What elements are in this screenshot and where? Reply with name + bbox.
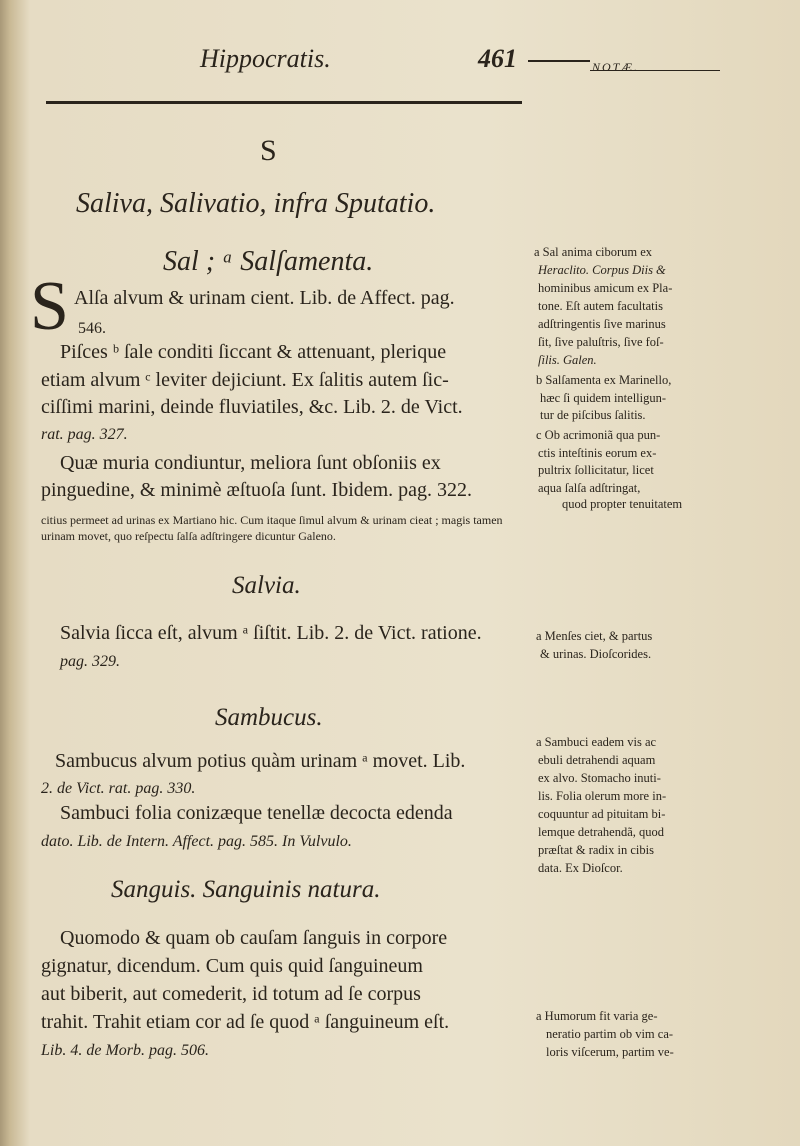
drop-cap: S: [30, 268, 69, 345]
sal-line-8: pinguedine, & minimè æſtuoſa ſunt. Ibidem. pag. 322.: [41, 479, 473, 501]
sal-line-6: rat. pag. 327.: [41, 426, 128, 443]
sanguis-line-5: Lib. 4. de Morb. pag. 506.: [41, 1042, 209, 1059]
sanguis-note-3: loris viſcerum, partim ve-: [546, 1045, 674, 1059]
sambucus-line-4: dato. Lib. de Intern. Affect. pag. 585. In Vulvulo.: [41, 833, 352, 850]
sal-line-2: 546.: [78, 320, 106, 337]
sambucus-note-2: ebuli detrahendi aquam: [538, 753, 656, 767]
sal-line-3: Piſces ᵇ ſale conditi ſiccant & attenuant, plerique: [60, 341, 447, 363]
sanguis-line-3: aut biberit, aut comederit, id totum ad ſe corpus: [41, 983, 421, 1005]
heading-sambucus: Sambucus.: [215, 704, 323, 731]
running-title: Hippocratis.: [200, 44, 331, 73]
sal-note-14: aqua ſalſa adſtringat,: [538, 481, 641, 495]
sal-note-11: c Ob acrimoniã qua pun-: [536, 428, 661, 442]
heading-sal: Sal ; ᵃ Salſamenta.: [163, 246, 374, 277]
salvia-line-1: Salvia ſicca eſt, alvum ᵃ ſiſtit. Lib. 2. de Vict. ratione.: [60, 622, 482, 644]
header-rule: [46, 101, 522, 104]
heading-saliva: Saliva, Salivatio, infra Sputatio.: [76, 188, 436, 219]
heading-sanguis: Sanguis. Sanguinis natura.: [111, 876, 381, 903]
sal-note-5: adſtringentis ſive marinus: [538, 317, 666, 331]
sambucus-line-1: Sambucus alvum potius quàm urinam ᵃ movet. Lib.: [55, 750, 466, 772]
sal-note-10: tur de piſcibus ſalitis.: [540, 408, 646, 422]
sal-line-1: Alſa alvum & urinam cient. Lib. de Affect. pag.: [74, 287, 455, 309]
sal-small-line-2: urinam movet, quo reſpectu ſalſa adſtringere dicuntur Galeno.: [41, 529, 336, 543]
salvia-line-2: pag. 329.: [60, 653, 120, 670]
sambucus-note-3: ex alvo. Stomacho inuti-: [538, 771, 661, 785]
sal-note-3: hominibus amicum ex Pla-: [538, 281, 673, 295]
sal-line-7: Quæ muria condiuntur, meliora ſunt obſoniis ex: [60, 452, 441, 474]
sambucus-note-8: data. Ex Dioſcor.: [538, 861, 623, 875]
header-rule-short: [528, 60, 590, 62]
sal-note-9: hæc ſi quidem intelligun-: [540, 391, 667, 405]
sanguis-line-4: trahit. Trahit etiam cor ad ſe quod ᵃ ſanguineum eſt.: [41, 1011, 450, 1033]
heading-salvia: Salvia.: [232, 572, 301, 599]
sal-note-1: a Sal anima ciborum ex: [534, 245, 653, 259]
sal-note-2: Heraclito. Corpus Diis &: [538, 263, 666, 277]
notes-label: NOTÆ.: [592, 60, 640, 74]
sal-small-line-1: citius permeet ad urinas ex Martiano hic. Cum itaque ſimul alvum & urinam cieat ; magis tamen: [41, 513, 503, 527]
page-number: 461: [478, 44, 517, 73]
sal-note-6: ſit, ſive paluſtris, ſive foſ-: [538, 335, 664, 349]
sambucus-line-3: Sambuci folia conizæque tenellæ decocta edenda: [60, 802, 453, 824]
sambucus-note-1: a Sambuci eadem vis ac: [536, 735, 657, 749]
sal-note-8: b Salſamenta ex Marinello,: [536, 373, 672, 387]
sambucus-note-7: præſtat & radix in cibis: [538, 843, 654, 857]
section-letter: S: [260, 134, 277, 167]
sal-note-7: ſilis. Galen.: [538, 353, 597, 367]
sanguis-line-1: Quomodo & quam ob cauſam ſanguis in corpore: [60, 927, 448, 949]
salvia-note-1: a Menſes ciet, & partus: [536, 629, 653, 643]
sambucus-note-4: lis. Folia olerum more in-: [538, 789, 667, 803]
sal-note-13: pultrix ſollicitatur, licet: [538, 463, 654, 477]
sambucus-line-2: 2. de Vict. rat. pag. 330.: [41, 780, 196, 797]
sal-note-4: tone. Eſt autem facultatis: [538, 299, 663, 313]
sal-note-15: quod propter tenuitatem: [562, 497, 683, 511]
salvia-note-2: & urinas. Dioſcorides.: [540, 647, 652, 661]
sambucus-note-6: lemque detrahendã, quod: [538, 825, 664, 839]
sal-line-4: etiam alvum ᶜ leviter dejiciunt. Ex ſalitis autem ſic-: [41, 369, 449, 391]
sanguis-note-2: neratio partim ob vim ca-: [546, 1027, 674, 1041]
sambucus-note-5: coquuntur ad pituitam bi-: [538, 807, 666, 821]
sanguis-note-1: a Humorum fit varia ge-: [536, 1009, 658, 1023]
sal-note-12: ctis inteſtinis eorum ex-: [538, 446, 657, 460]
sal-line-5: ciſſimi marini, deinde fluviatiles, &c. Lib. 2. de Vict.: [41, 396, 463, 418]
sanguis-line-2: gignatur, dicendum. Cum quis quid ſanguineum: [41, 955, 423, 977]
